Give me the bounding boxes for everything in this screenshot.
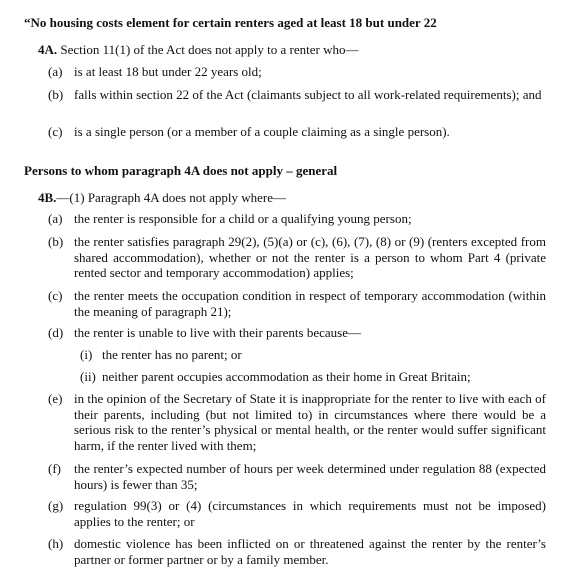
list-item-4b-g <box>48 498 546 529</box>
list-item-text: the renter is unable to live with their parents because— <box>74 325 361 340</box>
paragraph-4b-number: 4B. <box>38 190 57 205</box>
list-item-label: (e) <box>48 391 63 406</box>
list-item-text: the renter is responsible for a child or a qualifying young person; <box>74 211 412 226</box>
paragraph-4a-number: 4A. <box>38 42 58 57</box>
sub-item-4b-d-ii <box>80 369 471 385</box>
list-item-label: (f) <box>48 461 61 476</box>
list-item-text: is a single person (or a member of a couple claiming as a single person). <box>74 124 450 139</box>
sub-item-text: the renter has no parent; or <box>102 347 242 362</box>
sub-item-label: (ii) <box>80 369 96 384</box>
list-item-label: (c) <box>48 288 63 303</box>
paragraph-4b <box>38 190 286 206</box>
sub-item-text: neither parent occupies accommodation as their home in Great Britain; <box>102 369 471 384</box>
list-item-label: (h) <box>48 536 64 551</box>
list-item-4b-b <box>48 234 546 281</box>
list-item-text: in the opinion of the Secretary of State it is inappropriate for the renter to live with each of their parents, including (but not limited to) in circumstances where there would be a serious risk to the renter’s physical or mental health, or the renter would suffer significant harm, if the renter lived with them; <box>74 391 546 453</box>
paragraph-4a <box>38 42 358 58</box>
list-item-text: domestic violence has been inflicted on or threatened against the renter by the renter’s partner or former partner or by a family member. <box>74 536 546 567</box>
list-item-4a-c <box>48 124 546 140</box>
section-heading-4b: Persons to whom paragraph 4A does not apply – general <box>24 163 338 178</box>
list-item-4b-c <box>48 288 546 319</box>
sub-item-4b-d-i <box>80 347 242 363</box>
list-item-text: regulation 99(3) or (4) (circumstances in which requirements must not be imposed) applies to the renter; or <box>74 498 546 529</box>
list-item-text: is at least 18 but under 22 years old; <box>74 64 262 79</box>
section-heading-4a: “No housing costs element for certain renters aged at least 18 but under 22 <box>24 15 437 30</box>
list-item-text: falls within section 22 of the Act (claimants subject to all work-related requirements); and <box>74 87 542 102</box>
list-item-label: (d) <box>48 325 64 340</box>
list-item-label: (b) <box>48 87 64 102</box>
list-item-4b-f <box>48 461 546 492</box>
list-item-text: the renter satisfies paragraph 29(2), (5)(a) or (c), (6), (7), (8) or (9) (renters excepted from shared accommodation), whether or not the renter is a person to whom Part 4 (private rented sector and temporary accommodation) applies; <box>74 234 546 280</box>
list-item-4a-b <box>48 87 546 103</box>
list-item-label: (g) <box>48 498 64 513</box>
list-item-4b-d <box>48 325 546 341</box>
list-item-label: (a) <box>48 211 63 226</box>
list-item-4a-a <box>48 64 546 80</box>
list-item-4b-h <box>48 536 546 567</box>
paragraph-4a-text: Section 11(1) of the Act does not apply to a renter who— <box>57 42 359 57</box>
list-item-text: the renter’s expected number of hours per week determined under regulation 88 (expected hours) is fewer than 35; <box>74 461 546 492</box>
sub-item-label: (i) <box>80 347 93 362</box>
list-item-label: (b) <box>48 234 64 249</box>
list-item-label: (c) <box>48 124 63 139</box>
list-item-label: (a) <box>48 64 63 79</box>
list-item-text: the renter meets the occupation condition in respect of temporary accommodation (within the meaning of paragraph 21); <box>74 288 546 319</box>
list-item-4b-e <box>48 391 546 453</box>
list-item-4b-a <box>48 211 546 227</box>
paragraph-4b-text: —(1) Paragraph 4A does not apply where— <box>56 190 287 205</box>
